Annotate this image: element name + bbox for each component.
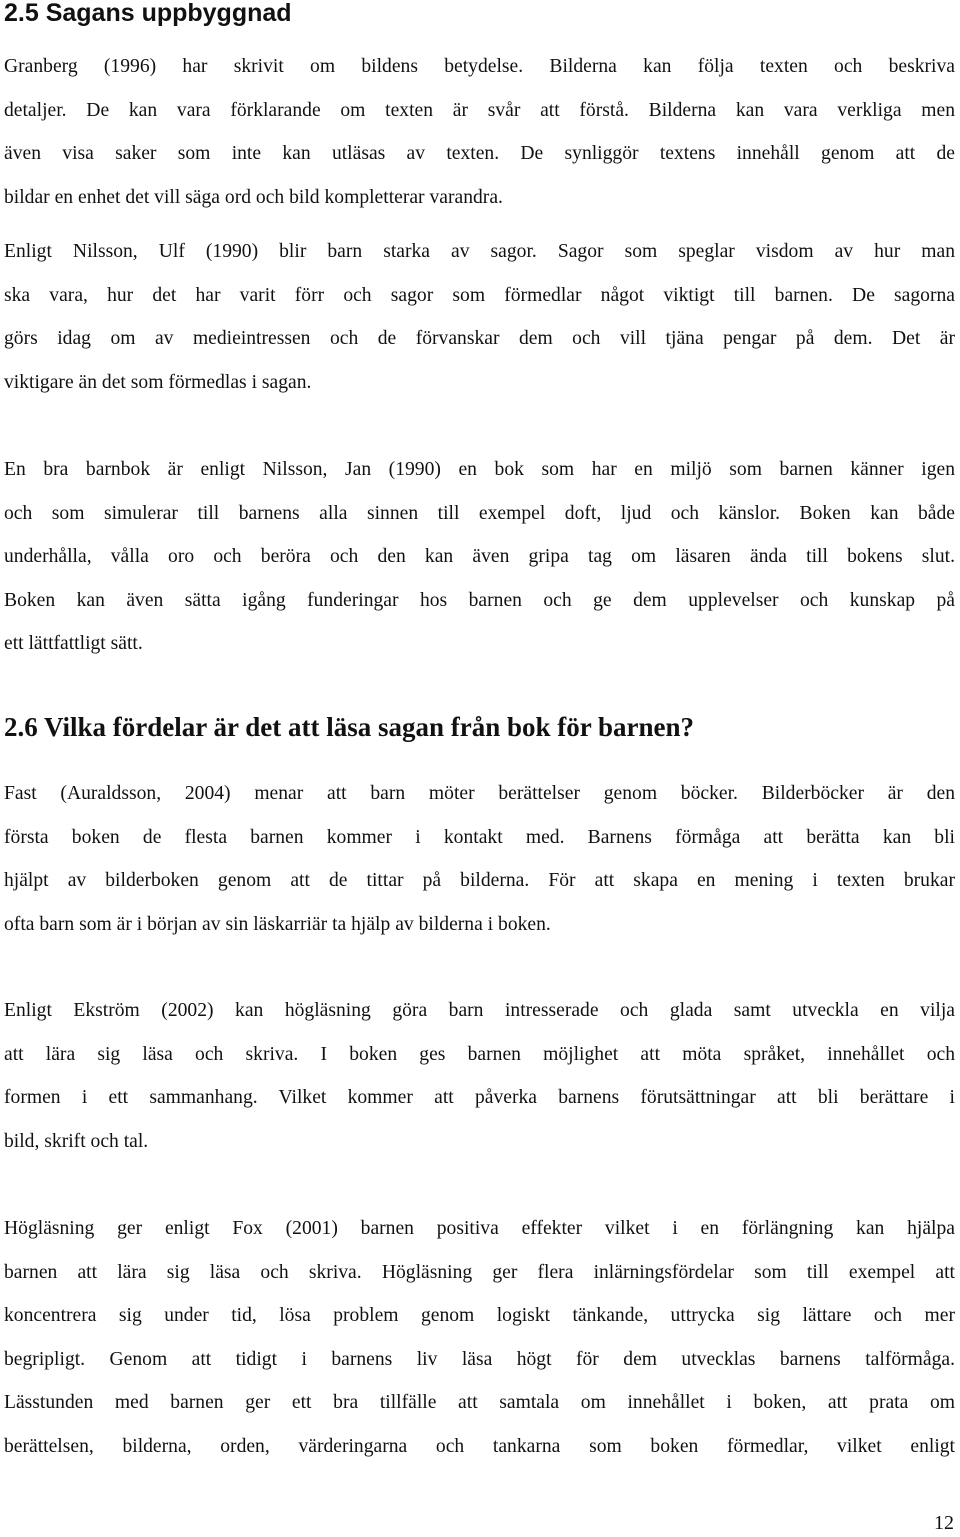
text-line: bildar en enhet det vill säga ord och bild kompletterar varandra. (4, 186, 503, 208)
text-line: Fast (Auraldsson, 2004) menar att barn möter berättelser genom böcker. Bilderböcker är den (4, 783, 955, 804)
text-line: Granberg (1996) har skrivit om bildens betydelse. Bilderna kan följa texten och beskriva (4, 56, 955, 77)
text-line: ett lättfattligt sätt. (4, 633, 143, 655)
text-line: En bra barnbok är enligt Nilsson, Jan (1990) en bok som har en miljö som barnen känner igen (4, 459, 955, 480)
text-line: Enligt Nilsson, Ulf (1990) blir barn starka av sagor. Sagor som speglar visdom av hur man (4, 241, 955, 262)
paragraph-fast (4, 772, 955, 946)
text-line: Boken kan även sätta igång funderingar hos barnen och ge dem upplevelser och kunskap på (4, 589, 955, 611)
text-line: detaljer. De kan vara förklarande om texten är svår att förstå. Bilderna kan vara verkliga men (4, 99, 955, 121)
text-line: koncentrera sig under tid, lösa problem genom logiskt tänkande, uttrycka sig lättare och mer (4, 1305, 955, 1327)
text-line: underhålla, vålla oro och beröra och den kan även gripa tag om läsaren ända till bokens slut. (4, 546, 955, 568)
text-line: viktigare än det som förmedlas i sagan. (4, 371, 312, 393)
paragraph-ekstrom (4, 989, 955, 1163)
text-line: första boken de flesta barnen kommer i kontakt med. Barnens förmåga att berätta kan bli (4, 826, 955, 848)
text-line: ska vara, hur det har varit förr och sagor som förmedlar något viktigt till barnen. De sagorna (4, 284, 955, 306)
text-line: begripligt. Genom att tidigt i barnens liv läsa högt för dem utvecklas barnens talförmåga. (4, 1348, 955, 1370)
text-line: även visa saker som inte kan utläsas av texten. De synliggör textens innehåll genom att de (4, 143, 955, 165)
text-line: att lära sig läsa och skriva. I boken ges barnen möjlighet att möta språket, innehållet och (4, 1043, 955, 1065)
section-heading-2-5: 2.5 Sagans uppbyggnad (4, 0, 292, 27)
section-heading-2-6: 2.6 Vilka fördelar är det att läsa sagan från bok för barnen? (4, 712, 695, 742)
paragraph-nilsson-ulf (4, 230, 955, 404)
text-line: görs idag om av medieintressen och de förvanskar dem och vill tjäna pengar på dem. Det är (4, 328, 955, 350)
paragraph-fox (4, 1207, 955, 1469)
text-line: hjälpt av bilderboken genom att de tittar på bilderna. För att skapa en mening i texten brukar (4, 870, 955, 892)
page-number: 12 (934, 1512, 954, 1534)
text-line: formen i ett sammanhang. Vilket kommer att påverka barnens förutsättningar att bli berättare i (4, 1087, 955, 1109)
text-line: Enligt Ekström (2002) kan högläsning göra barn intresserade och glada samt utveckla en vilja (4, 1000, 955, 1021)
text-line: Lässtunden med barnen ger ett bra tillfälle att samtala om innehållet i boken, att prata om (4, 1392, 955, 1414)
paragraph-nilsson-jan (4, 448, 955, 666)
text-line: bild, skrift och tal. (4, 1130, 149, 1152)
paragraph-granberg (4, 45, 955, 219)
text-line: Högläsning ger enligt Fox (2001) barnen positiva effekter vilket i en förlängning kan hjälpa (4, 1218, 955, 1239)
text-line: och som simulerar till barnens alla sinnen till exempel doft, ljud och känslor. Boken kan både (4, 502, 955, 524)
text-line: barnen att lära sig läsa och skriva. Högläsning ger flera inlärningsfördelar som till exempel att (4, 1261, 955, 1283)
text-line: ofta barn som är i början av sin läskarriär ta hjälp av bilderna i boken. (4, 913, 551, 935)
text-line: berättelsen, bilderna, orden, värderingarna och tankarna som boken förmedlar, vilket enligt (4, 1435, 955, 1457)
